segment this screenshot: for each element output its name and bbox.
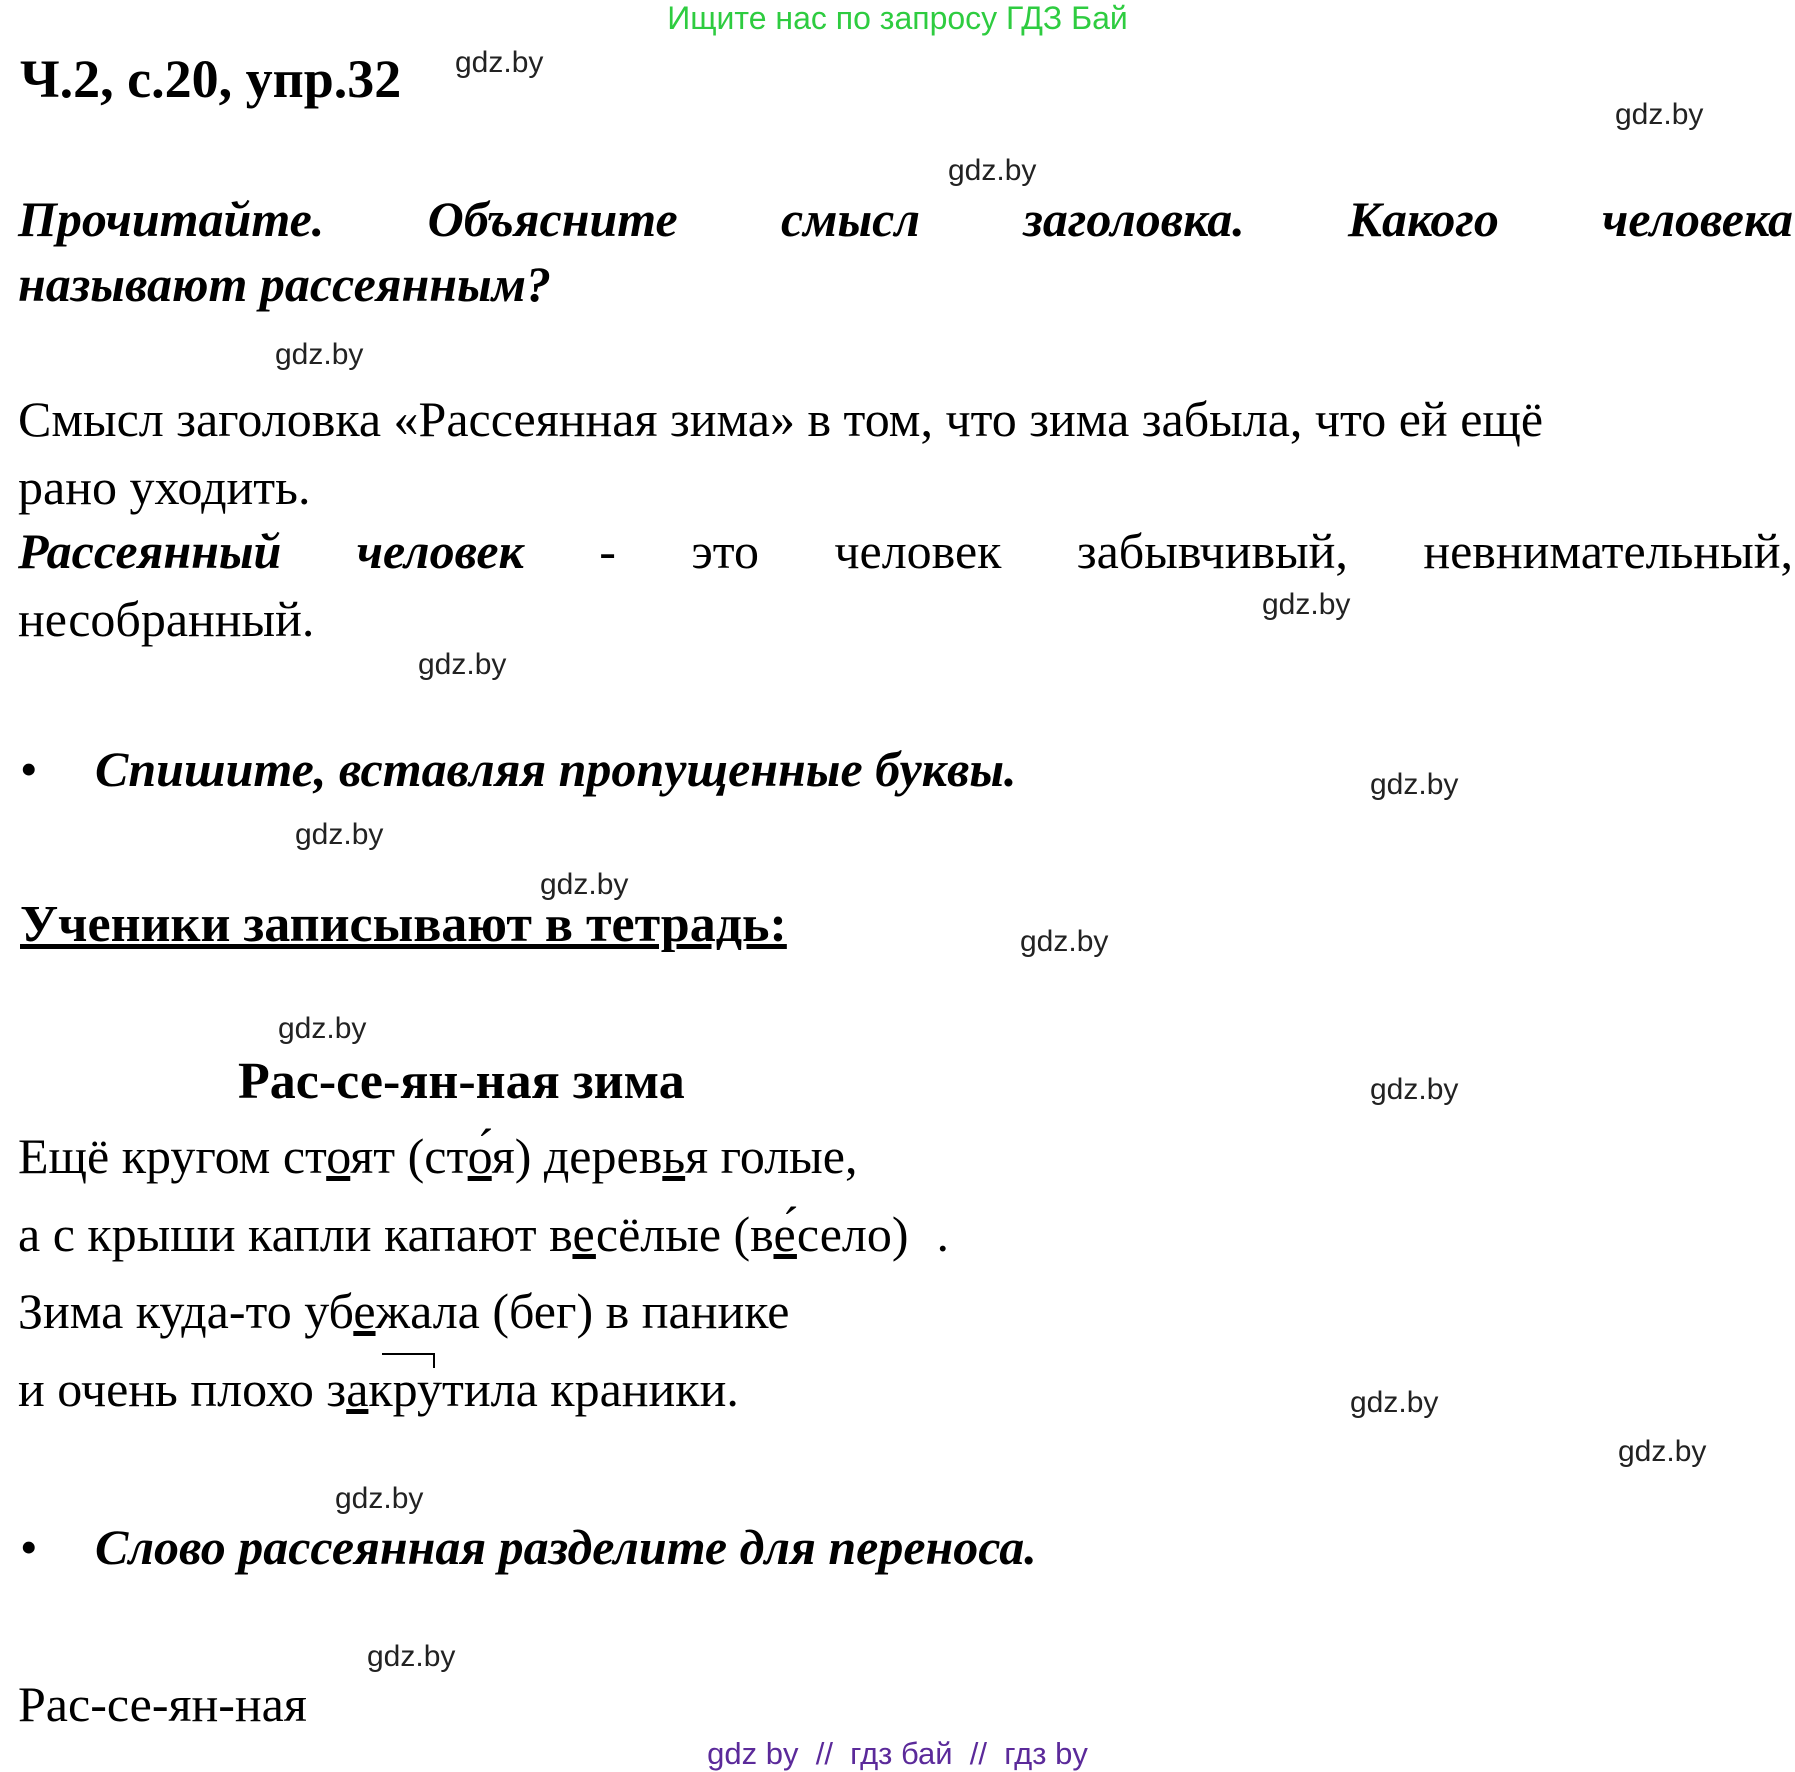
watermark: gdz.by: [335, 1482, 424, 1515]
watermark: gdz.by: [1618, 1435, 1707, 1468]
watermark: gdz.by: [367, 1640, 456, 1673]
watermark: gdz.by: [278, 1012, 367, 1045]
inserted-letter: ь: [662, 1128, 686, 1184]
poem-line-1: [18, 1127, 857, 1185]
poem-text: Зима куда-то уб: [18, 1283, 354, 1339]
inserted-letter: о: [326, 1128, 351, 1184]
watermark: gdz.by: [295, 818, 384, 851]
inserted-letter: е: [353, 1283, 376, 1339]
task1-word: Какого: [1348, 191, 1499, 247]
inserted-letter: о́: [467, 1128, 492, 1184]
definition-term: Рассеянный человек: [18, 523, 524, 579]
watermark: gdz.by: [948, 154, 1037, 187]
poem-text: жала (бег) в панике: [375, 1283, 790, 1339]
poem-text: село): [796, 1206, 909, 1262]
answer-1-line1: Смысл заголовка «Рассеянная зима» в том, что зима забыла, что ей ещё: [18, 391, 1544, 447]
inserted-letter: е: [572, 1206, 596, 1262]
task-instruction-1-line2: называют рассеянным?: [18, 256, 551, 312]
poem-text: я) дерев: [491, 1128, 663, 1184]
poem-text: я голые,: [685, 1128, 858, 1184]
task1-word: заголовка.: [1023, 191, 1245, 247]
watermark: gdz.by: [1370, 768, 1459, 801]
definition-rest: - это человек забывчивый, невнимательный,: [599, 523, 1793, 579]
answer-3: Рас-се-ян-ная: [18, 1676, 307, 1732]
poem-text: ят (ст: [350, 1128, 468, 1184]
task1-word: человека: [1602, 191, 1794, 247]
watermark: gdz.by: [455, 46, 544, 79]
poem-line-3: [18, 1282, 789, 1340]
watermark: gdz.by: [1370, 1073, 1459, 1106]
poem-text: Ещё кругом ст: [18, 1128, 327, 1184]
inserted-letter: а: [346, 1361, 369, 1417]
watermark: gdz.by: [540, 868, 629, 901]
top-banner[interactable]: Ищите нас по запросу ГДЗ Бай: [667, 0, 1128, 36]
watermark: gdz.by: [1020, 925, 1109, 958]
poem-title: Рас-се-ян-ная зима: [238, 1053, 685, 1110]
poem-text: а с крыши капли капают в: [18, 1206, 573, 1262]
task1-word: смысл: [781, 191, 921, 247]
poem-text: .: [936, 1206, 950, 1262]
watermark: gdz.by: [1350, 1386, 1439, 1419]
task-instruction-2: Спишите, вставляя пропущенные буквы.: [95, 741, 1017, 797]
watermark: gdz.by: [275, 338, 364, 371]
definition-line1: [18, 522, 1793, 580]
watermark: gdz.by: [1615, 98, 1704, 131]
inserted-letter: е́: [773, 1206, 797, 1262]
task-instruction-1: [18, 190, 1793, 248]
definition-line2: несобранный.: [18, 591, 315, 647]
poem-text: и очень плохо з: [18, 1361, 347, 1417]
poem-line-2: [18, 1205, 949, 1263]
answer-1-line2: рано уходить.: [18, 459, 311, 515]
task1-word: Прочитайте.: [18, 191, 325, 247]
poem-text: крутила краники.: [368, 1361, 739, 1417]
notebook-heading: Ученики записывают в тетрадь:: [20, 896, 787, 953]
bullet-icon: •: [20, 741, 38, 797]
watermark: gdz.by: [1262, 588, 1351, 621]
footer-links[interactable]: gdz by // гдз бай // гдз by: [707, 1736, 1088, 1771]
exercise-title: Ч.2, с.20, упр.32: [20, 49, 402, 109]
bullet-icon: •: [20, 1519, 38, 1575]
task1-word: Объясните: [427, 191, 678, 247]
task-instruction-3: Слово рассеянная разделите для переноса.: [95, 1519, 1037, 1575]
watermark: gdz.by: [418, 648, 507, 681]
poem-line-4: [18, 1360, 739, 1418]
poem-text: сёлые (в: [595, 1206, 774, 1262]
